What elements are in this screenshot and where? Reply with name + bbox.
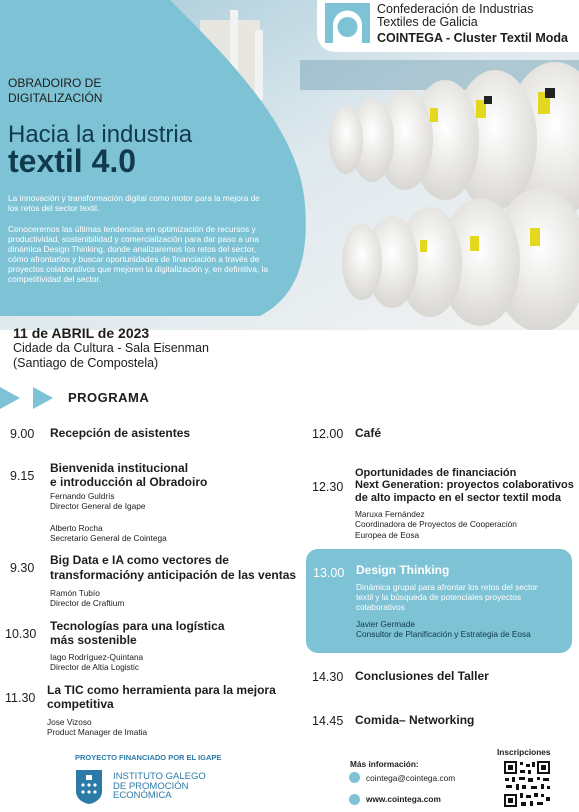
item-title: Recepción de asistentes xyxy=(50,426,191,440)
speaker-name: Maruxa Fernández xyxy=(355,509,425,519)
igape-line-1: INSTITUTO GALEGO xyxy=(113,771,206,782)
cointega-logo-icon xyxy=(325,3,370,43)
speaker-role: Director de Craftium xyxy=(50,598,125,608)
hero-banner xyxy=(0,0,579,330)
program-heading: PROGRAMA xyxy=(68,390,150,405)
speaker-name: Alberto Rocha xyxy=(50,523,103,533)
title-line-1: Hacia la industria xyxy=(8,121,193,148)
item-title: Conclusiones del Taller xyxy=(355,669,489,683)
item-description: Dinámica grupal para afrontar los retos del sector textil y la búsqueda de potenciales proyectos colaborativos xyxy=(356,582,538,612)
item-title: transformacióny anticipación de las ventas xyxy=(50,568,297,582)
speaker-name: Iago Rodríguez-Quintana xyxy=(50,652,144,662)
item-title: de alto impacto en el sector textil moda xyxy=(355,492,561,504)
igape-line-2: DE PROMOCIÓN xyxy=(113,780,189,792)
event-city: (Santiago de Compostela) xyxy=(13,356,159,370)
event-venue: Cidade da Cultura - Sala Eisenman xyxy=(13,341,209,355)
item-title: Oportunidades de financiación xyxy=(355,467,517,479)
logo-line-2: Textiles de Galicia xyxy=(377,15,478,29)
logo-line-3: COINTEGA - Cluster Textil Moda xyxy=(377,31,568,45)
speaker-role: Director de Altia Logistic xyxy=(50,662,140,672)
cointega-logo xyxy=(317,0,579,52)
item-title: competitiva xyxy=(47,697,114,711)
arrows-icon xyxy=(0,385,60,411)
email-icon xyxy=(349,772,360,783)
speaker-name: Ramón Tubío xyxy=(50,588,100,598)
galicia-shield-icon xyxy=(75,769,103,805)
speaker-name: Fernando Guldrís xyxy=(50,491,115,501)
item-title: más sostenible xyxy=(50,633,137,647)
item-time: 9.30 xyxy=(10,561,35,575)
qr-code-icon[interactable] xyxy=(503,760,551,808)
item-time: 12.30 xyxy=(312,480,344,494)
speaker-role: Consultor de Planificación y Estrategia de Eosa xyxy=(356,629,531,639)
funding-label: PROYECTO FINANCIADO POR EL IGAPE xyxy=(75,753,222,762)
item-title: e introducción al Obradoiro xyxy=(50,475,208,489)
item-title: Comida– Networking xyxy=(355,713,475,727)
speaker-role: Secretario General de Cointega xyxy=(50,533,167,543)
title-line-2: textil 4.0 xyxy=(8,143,137,179)
item-title: Tecnologías para una logística xyxy=(50,619,225,633)
igape-line-3: ECONÓMICA xyxy=(113,790,172,801)
item-title: Design Thinking xyxy=(356,563,450,577)
workshop-kicker: OBRADOIRO DE DIGITALIZACIÓN xyxy=(8,76,103,105)
item-time: 14.45 xyxy=(312,714,344,728)
item-time: 9.00 xyxy=(10,427,35,441)
speaker-name: Javier Germade xyxy=(356,619,416,629)
item-time: 13.00 xyxy=(313,566,345,580)
intro-paragraph-2: Conoceremos las últimas tendencias en optimización de recursos y productividad, sostenibilidad y comercialización para dar paso a una dinámica Design Thinking, donde analizaremos los retos del sector, cómo afrontarlos y buscar oportunidades de financiación a través de proyectos colaborativos que mejoren la digitalización y, en definitiva, la competitividad del sector. xyxy=(8,224,268,284)
igape-name xyxy=(113,772,223,801)
design-thinking-highlight xyxy=(306,549,572,653)
registration-label: Inscripciones xyxy=(497,747,551,757)
item-time: 9.15 xyxy=(10,469,35,483)
item-title: Café xyxy=(355,426,382,440)
speaker-role: Coordinadora de Proyectos de Cooperación xyxy=(355,519,517,529)
item-title: Next Generation: proyectos colaborativos xyxy=(355,479,574,491)
speaker-role: Director General de Igape xyxy=(50,501,146,511)
more-info-label: Más información: xyxy=(350,759,419,769)
item-title: La TIC como herramienta para la mejora xyxy=(47,683,276,697)
email-link[interactable]: cointega@cointega.com xyxy=(366,773,456,783)
item-title: Big Data e IA como vectores de xyxy=(50,553,229,567)
speaker-name: Jose Vizoso xyxy=(47,717,92,727)
intro-paragraph-1: La innovación y transformación digital como motor para la mejora de los retos del sector textil. xyxy=(8,193,260,213)
item-time: 10.30 xyxy=(5,627,37,641)
event-date: 11 de ABRIL de 2023 xyxy=(13,325,150,341)
item-time: 12.00 xyxy=(312,427,344,441)
item-time: 14.30 xyxy=(312,670,344,684)
item-title: Bienvenida institucional xyxy=(50,461,189,475)
speaker-role: Europea de Eosa xyxy=(355,530,420,540)
web-icon xyxy=(349,794,360,805)
item-time: 11.30 xyxy=(5,691,36,705)
website-link[interactable]: www.cointega.com xyxy=(366,794,441,804)
speaker-role: Product Manager de Imatia xyxy=(47,727,148,737)
logo-line-1: Confederación de Industrias xyxy=(377,2,534,16)
